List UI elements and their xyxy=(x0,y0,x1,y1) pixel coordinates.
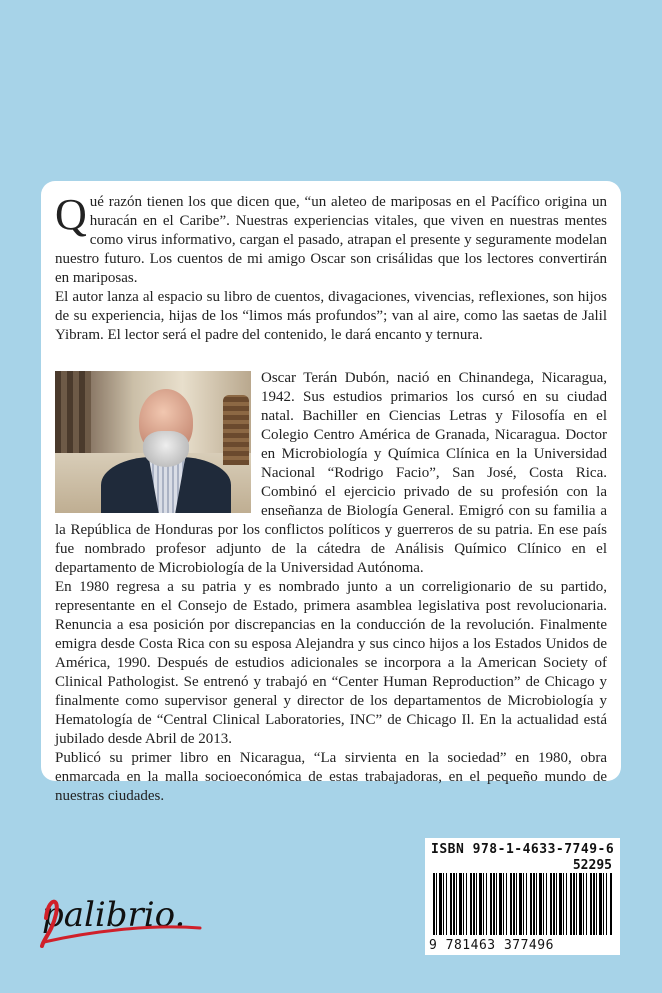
intro-paragraph-1 xyxy=(55,190,607,288)
bio-paragraph-1: Oscar Terán Dubón, nació en Chinandega, Nicaragua, 1942. Sus estudios primarios los cursó en su ciudad natal. Bachiller en Ciencias Letras y Filosofía en el Colegio Centro América de Granada, Nicaragua. Doctor en Microbiología y Química Clínica en la Universidad Nacional “Rodrigo Facio”, San José, Costa Rica. Combinó el ejercicio privado de su profesión con la enseñanza de Biología General. Emigró con su familia a la República de Honduras por los conflictos políticos y guerreros de su patria. En ese país fue nombrado profesor adjunto de la cátedra de Análisis Químico Clínico en el departamento de Microbiología de la Universidad Autónoma. xyxy=(55,370,607,576)
publisher-logo xyxy=(38,888,208,948)
intro-paragraph-2: El autor lanza al espacio su libro de cuentos, divagaciones, vivencias, reflexiones, son hijos de su experiencia, hijas de los “limos más profundos”; van al aire, como las saetas de Jalil Yibram. El lector será el padre del contenido, le dará encanto y ternura. xyxy=(55,289,607,343)
intro-paragraph-1-text: ué razón tienen los que dicen que, “un aleteo de mariposas en el Pacífico origina un huracán en el Caribe”. Nuestras experiencias vitales, que viven en nuestras mentes como virus informativo, cargan el pasado, atrapan el presente y seguramente modelan nuestro futuro. Los cuentos de mi amigo Oscar son crisálidas que los lectores convertirán en mariposas. xyxy=(55,194,607,286)
publisher-logo-text: palibrio. xyxy=(42,895,186,935)
back-cover-text-panel xyxy=(41,181,621,804)
author-bio-section xyxy=(55,369,607,806)
barcode-digits: 9 781463 377496 xyxy=(429,938,554,953)
price-code: 52295 xyxy=(572,858,612,873)
barcode-bars xyxy=(433,873,613,935)
bio-paragraph-2: En 1980 regresa a su patria y es nombrado junto a un correligionario de su partido, representante en el Consejo de Estado, primera asamblea legislativa post revolucionaria. Renuncia a esa posición por discrepancias en la conducción de la revolución. Finalmente emigra desde Costa Rica con su esposa Alejandra y sus cinco hijos a los Estados Unidos de América, 1990. Después de estudios adicionales se incorpora a la American Society of Clinical Pathologist. Se entrenó y trabajó en “Center Human Reproduction” de Chicago y finalmente como supervisor general y director de los departamentos de Microbiología y Hematología de “Central Clinical Laboratories, INC” de Chicago Il. En la actualidad está jubilado desde Abril de 2013. xyxy=(55,579,607,747)
isbn-barcode xyxy=(425,838,620,955)
photo-beard xyxy=(143,431,189,467)
drop-cap: Q xyxy=(55,190,87,239)
photo-chair xyxy=(223,395,249,465)
author-photo xyxy=(55,371,251,513)
intro-section xyxy=(55,190,607,345)
isbn-number: ISBN 978-1-4633-7749-6 xyxy=(431,842,615,857)
bio-paragraph-3: Publicó su primer libro en Nicaragua, “La sirvienta en la sociedad” en 1980, obra enmarcada en la malla socioeconómica de estas trabajadoras, en el pequeño mundo de nuestras ciudades. xyxy=(55,750,607,804)
